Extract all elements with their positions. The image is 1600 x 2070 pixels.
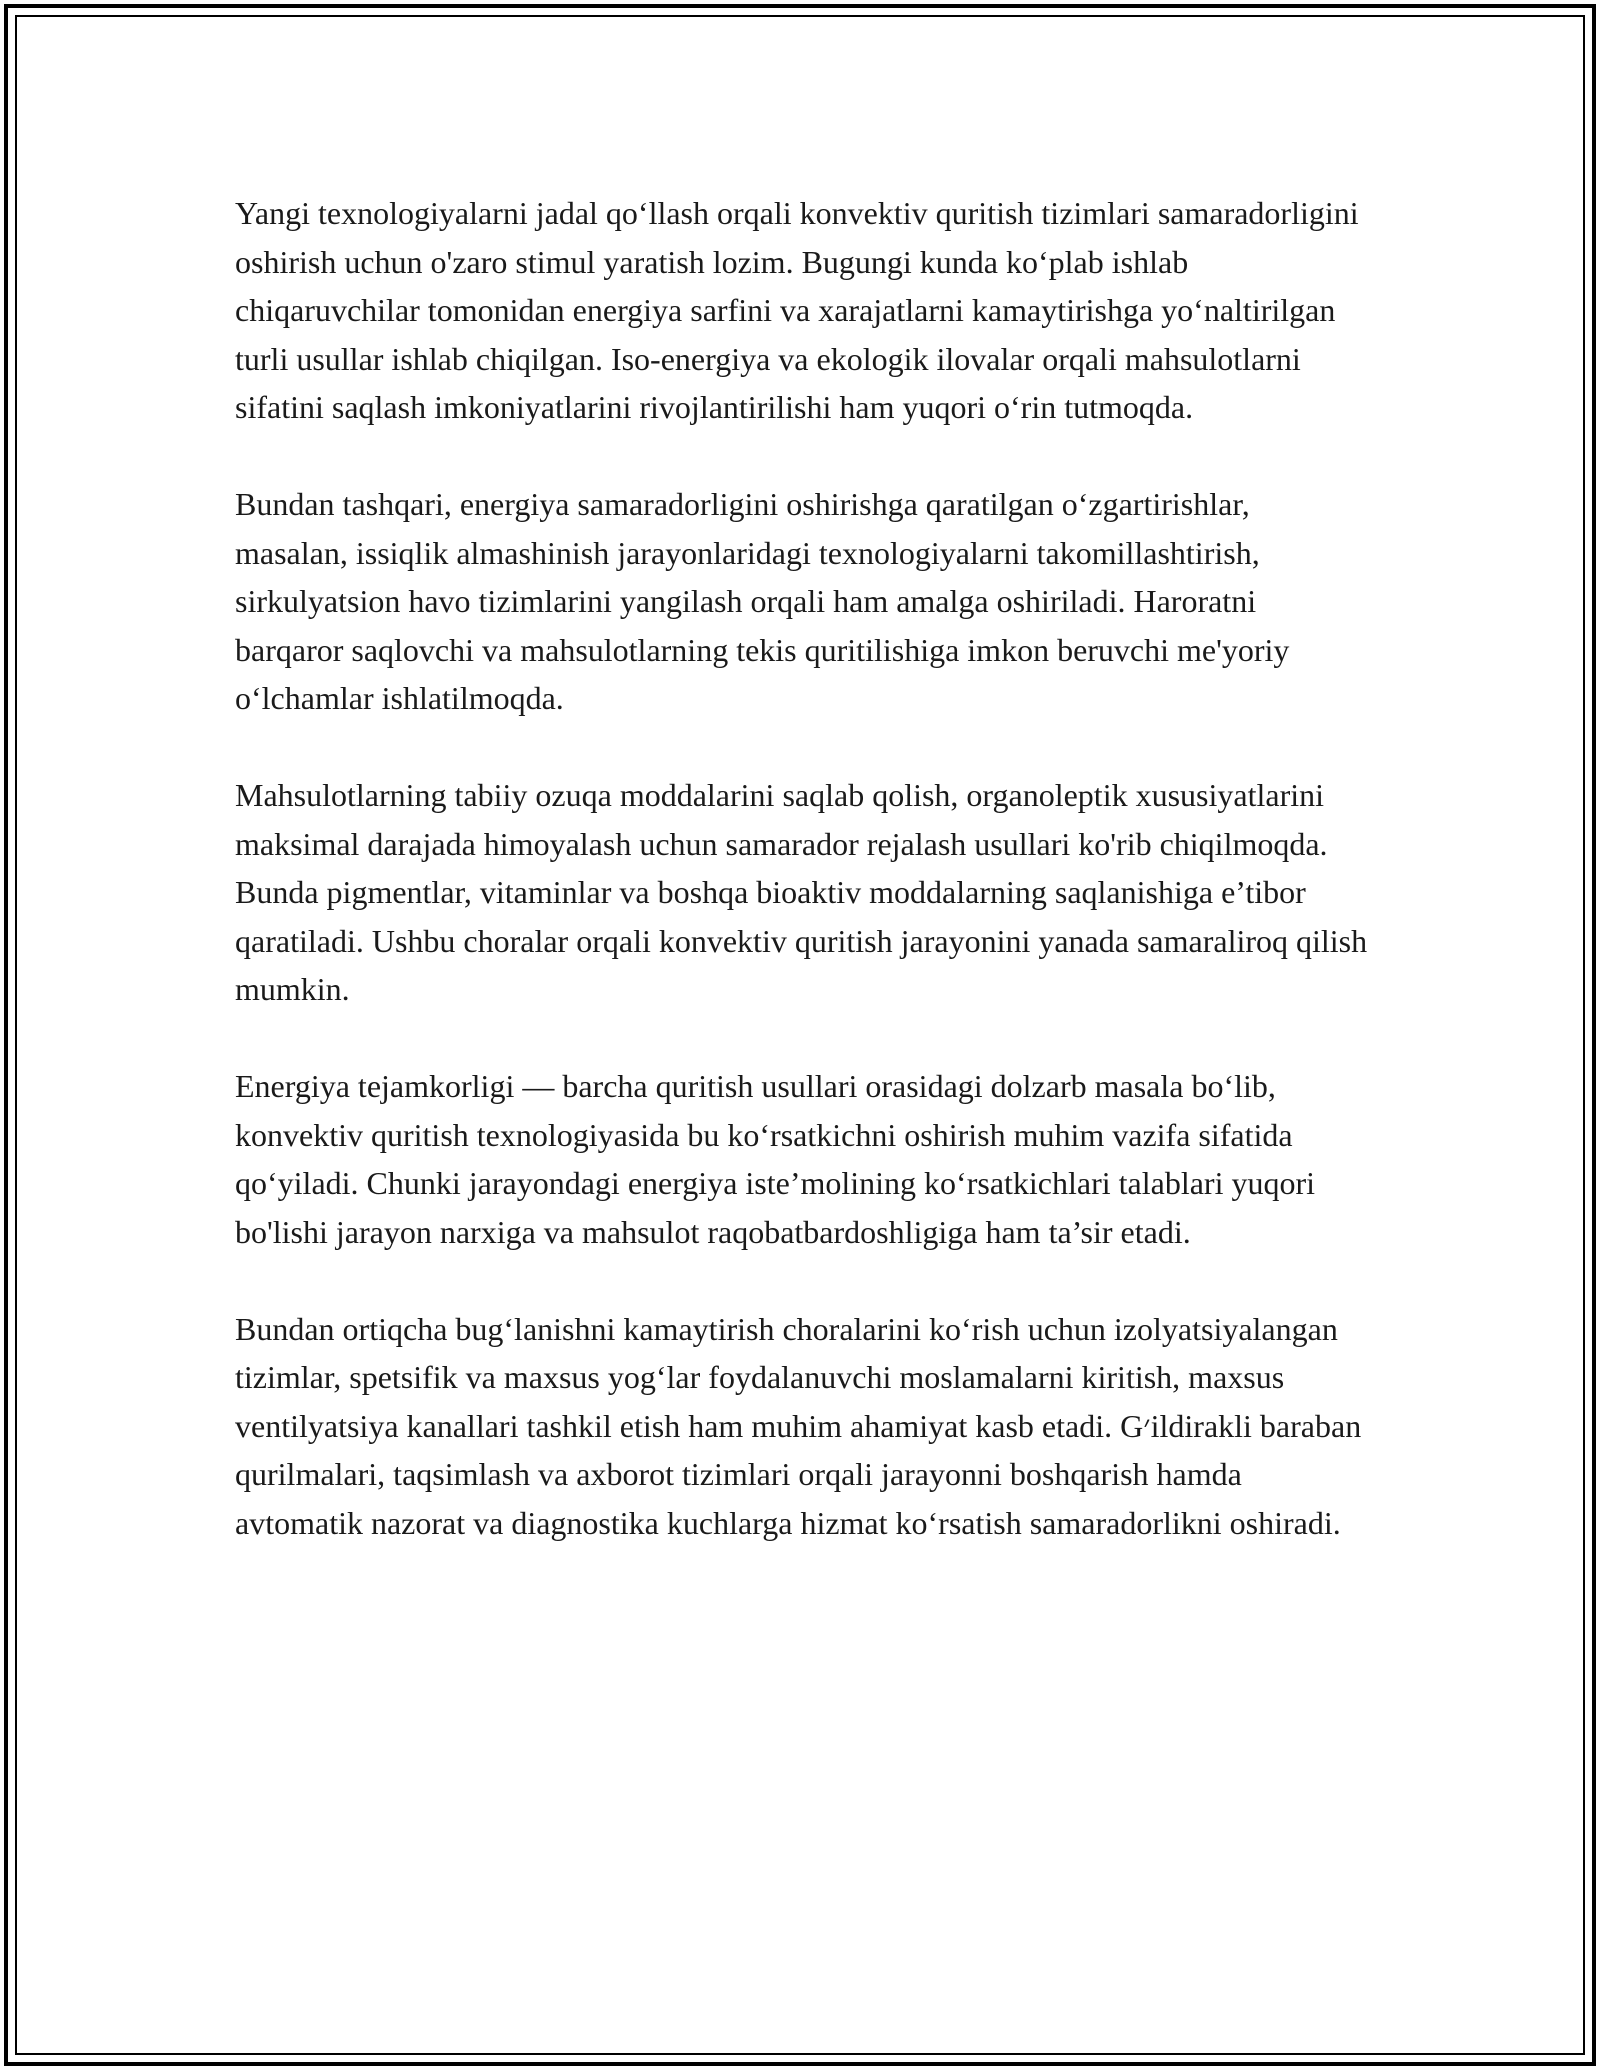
- document-body: [235, 189, 1370, 1596]
- paragraph-2: Bundan tashqari, energiya samaradorligini oshirishga qaratilgan o‘zgartirishlar, masalan, issiqlik almashinish jarayonlaridagi texnologiyalarni takomillashtirish, sirkulyatsion havo tizimlarini yangilash orqali ham amalga oshiriladi. Haroratni barqaror saqlovchi va mahsulotlarning tekis quritilishiga imkon beruvchi me'yoriy o‘lchamlar ishlatilmoqda.: [235, 486, 1290, 716]
- paragraph-5: Bundan ortiqcha bug‘lanishni kamaytirish choralarini ko‘rish uchun izolyatsiyalangan tizimlar, spetsifik va maxsus yog‘lar foydalanuvchi moslamalarni kiritish, maxsus ventilyatsiya kanallari tashkil etish ham muhim ahamiyat kasb etadi. G׳ildirakli baraban qurilmalari, taqsimlash va axborot tizimlari orqali jarayonni boshqarish hamda avtomatik nazorat va diagnostika kuchlarga hizmat ko‘rsatish samaradorlikni oshiradi.: [235, 1310, 1362, 1541]
- paragraph-1: Yangi texnologiyalarni jadal qo‘llash orqali konvektiv quritish tizimlari samaradorligini oshirish uchun o'zaro stimul yaratish lozim. Bugungi kunda ko‘plab ishlab chiqaruvchilar tomonidan energiya sarfini va xarajatlarni kamaytirishga yo‘naltirilgan turli usullar ishlab chiqilgan. Iso-energiya va ekologik ilovalar orqali mahsulotlarni sifatini saqlash imkoniyatlarini rivojlantirilishi ham yuqori o‘rin tutmoqda.: [235, 195, 1359, 425]
- paragraph-3: Mahsulotlarning tabiiy ozuqa moddalarini saqlab qolish, organoleptik xususiyatlarini maksimal darajada himoyalash uchun samarador rejalash usullari ko'rib chiqilmoqda. Bunda pigmentlar, vitaminlar va boshqa bioaktiv moddalarning saqlanishiga e’tibor qaratiladi. Ushbu choralar orqali konvektiv quritish jarayonini yanada samaraliroq qilish mumkin.: [235, 777, 1368, 1007]
- paragraph-4: Energiya tejamkorligi — barcha quritish usullari orasidagi dolzarb masala bo‘lib, konvektiv quritish texnologiyasida bu ko‘rsatkichni oshirish muhim vazifa sifatida qo‘yiladi. Chunki jarayondagi energiya iste’molining ko‘rsatkichlari talablari yuqori bo'lishi jarayon narxiga va mahsulot raqobatbardoshligiga ham ta’sir etadi.: [235, 1068, 1316, 1250]
